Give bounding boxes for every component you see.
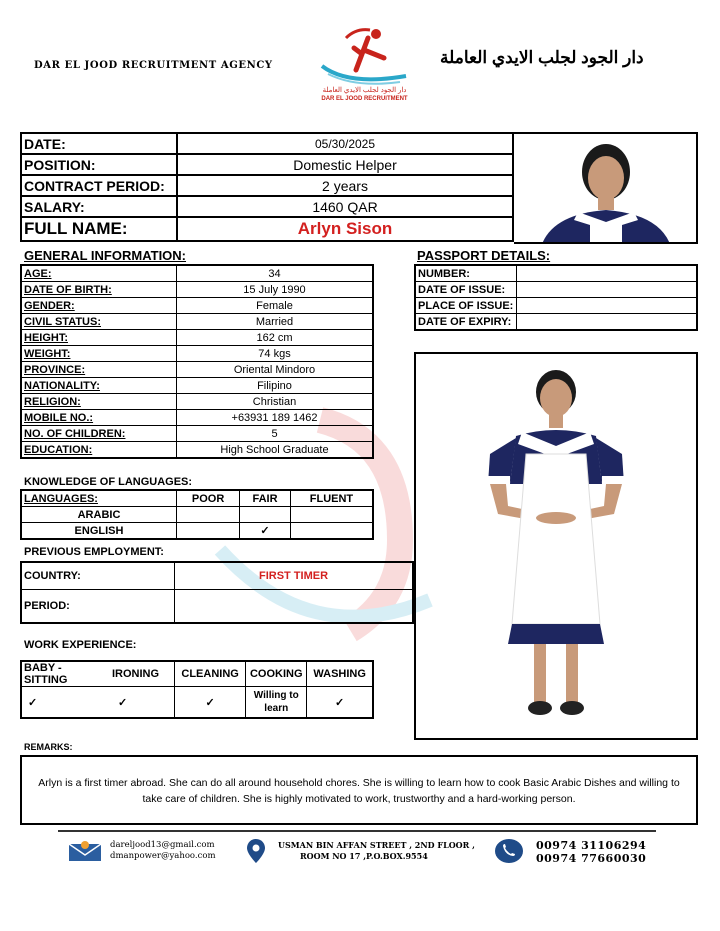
babysitting-header: BABY - SITTING <box>21 661 110 687</box>
phone-icon <box>494 838 524 864</box>
salary-value: 1460 QAR <box>177 196 513 217</box>
ironing-header: IRONING <box>110 661 175 687</box>
location-pin-icon <box>246 838 266 864</box>
country-value: FIRST TIMER <box>175 562 414 590</box>
general-label: NO. OF CHILDREN: <box>21 426 177 442</box>
washing-header: WASHING <box>307 661 373 687</box>
passport-value <box>517 282 698 298</box>
date-value: 05/30/2025 <box>177 133 513 154</box>
passport-row <box>415 314 697 331</box>
country-row <box>21 562 413 590</box>
general-value: 162 cm <box>177 330 374 346</box>
agency-logo <box>318 24 410 88</box>
general-label: NATIONALITY: <box>21 378 177 394</box>
general-row <box>21 442 373 459</box>
date-label: DATE: <box>21 133 177 154</box>
applicant-photo-full <box>414 352 698 740</box>
fullname-value: Arlyn Sison <box>177 217 513 241</box>
passport-label: NUMBER: <box>415 265 517 282</box>
footer-address-2: ROOM NO 17 ,P.O.BOX.9554 <box>300 851 428 861</box>
remarks-text: Arlyn is a first timer abroad. She can do all around household chores. She is willing to learn how to cook Basic Arabic Dishes and willing to take care of children. She is highly motivated to work, trustworthy and a hard-working person. <box>38 777 680 805</box>
header-details-table <box>20 132 514 242</box>
contract-row <box>21 175 513 196</box>
salary-label: SALARY: <box>21 196 177 217</box>
work-experience-table <box>20 660 374 719</box>
language-poor <box>177 523 240 540</box>
passport-row <box>415 298 697 314</box>
language-name: ARABIC <box>21 507 177 523</box>
language-fluent <box>290 507 373 523</box>
general-row <box>21 282 373 298</box>
footer-email-1: dareljood13@gmail.com <box>110 840 215 850</box>
applicant-photo-small <box>514 132 698 244</box>
position-row <box>21 154 513 175</box>
general-value: Married <box>177 314 374 330</box>
babysitting-value: ✓ <box>21 687 110 719</box>
footer-email-2: dmanpower@yahoo.com <box>110 851 216 861</box>
logo-arabic-text: دار الجود لجلب الايدي العاملة <box>322 87 407 94</box>
fluent-header: FLUENT <box>290 490 373 507</box>
general-value: 74 kgs <box>177 346 374 362</box>
passport-row <box>415 282 697 298</box>
washing-value: ✓ <box>307 687 373 719</box>
salary-row <box>21 196 513 217</box>
country-label: COUNTRY: <box>21 562 175 590</box>
passport-value <box>517 314 698 331</box>
previous-employment-table <box>20 561 414 624</box>
general-label: AGE: <box>21 265 177 282</box>
language-fair: ✓ <box>240 523 291 540</box>
work-header-row <box>21 661 373 687</box>
footer-divider <box>58 830 656 832</box>
work-experience-title: WORK EXPERIENCE: <box>24 639 137 651</box>
period-label: PERIOD: <box>21 590 175 624</box>
previous-employment-title: PREVIOUS EMPLOYMENT: <box>24 546 164 558</box>
general-value: 15 July 1990 <box>177 282 374 298</box>
period-value <box>175 590 414 624</box>
passport-value <box>517 298 698 314</box>
passport-details-title: PASSPORT DETAILS: <box>417 248 551 263</box>
poor-header: POOR <box>177 490 240 507</box>
general-label: CIVIL STATUS: <box>21 314 177 330</box>
passport-label: DATE OF ISSUE: <box>415 282 517 298</box>
footer-address-1: USMAN BIN AFFAN STREET , 2ND FLOOR , <box>278 840 475 850</box>
logo-english-text: DAR EL JOOD RECRUITMENT <box>321 96 408 102</box>
position-label: POSITION: <box>21 154 177 175</box>
languages-header: LANGUAGES: <box>21 490 177 507</box>
cleaning-value: ✓ <box>175 687 246 719</box>
general-label: MOBILE NO.: <box>21 410 177 426</box>
language-poor <box>177 507 240 523</box>
general-row <box>21 378 373 394</box>
language-fair <box>240 507 291 523</box>
remarks-title: REMARKS: <box>24 742 73 752</box>
remarks-box <box>20 755 698 825</box>
ironing-value: ✓ <box>110 687 175 719</box>
general-row <box>21 298 373 314</box>
footer-phone-2: 00974 77660030 <box>536 852 647 865</box>
cleaning-header: CLEANING <box>175 661 246 687</box>
languages-title: KNOWLEDGE OF LANGUAGES: <box>24 476 193 488</box>
general-label: WEIGHT: <box>21 346 177 362</box>
general-info-title: GENERAL INFORMATION: <box>24 248 187 263</box>
general-row <box>21 265 373 282</box>
general-row <box>21 410 373 426</box>
cooking-header: COOKING <box>246 661 307 687</box>
general-row <box>21 346 373 362</box>
contract-value: 2 years <box>177 175 513 196</box>
general-row <box>21 394 373 410</box>
language-fluent <box>290 523 373 540</box>
general-label: DATE OF BIRTH: <box>21 282 177 298</box>
general-value: Christian <box>177 394 374 410</box>
general-value: +63931 189 1462 <box>177 410 374 426</box>
fair-header: FAIR <box>240 490 291 507</box>
general-row <box>21 362 373 378</box>
general-label: PROVINCE: <box>21 362 177 378</box>
position-value: Domestic Helper <box>177 154 513 175</box>
languages-header-row <box>21 490 373 507</box>
general-value: High School Graduate <box>220 443 329 456</box>
language-row-arabic <box>21 507 373 523</box>
general-value: Female <box>177 298 374 314</box>
passport-label: PLACE OF ISSUE: <box>415 298 517 314</box>
portrait-illustration <box>514 134 694 244</box>
language-row-english <box>21 523 373 540</box>
general-label: EDUCATION: <box>21 442 177 459</box>
full-body-illustration <box>416 354 696 738</box>
contract-label: CONTRACT PERIOD: <box>21 175 177 196</box>
general-row <box>21 314 373 330</box>
date-row <box>21 133 513 154</box>
passport-label: DATE OF EXPIRY: <box>415 314 517 331</box>
languages-table <box>20 489 374 540</box>
cooking-value: Willing to learn <box>246 687 307 719</box>
general-label: GENDER: <box>21 298 177 314</box>
fullname-row <box>21 217 513 241</box>
general-value: Filipino <box>177 378 374 394</box>
passport-row <box>415 265 697 282</box>
general-label: RELIGION: <box>21 394 177 410</box>
general-value: 5 <box>177 426 374 442</box>
general-row <box>21 330 373 346</box>
language-name: ENGLISH <box>21 523 177 540</box>
general-value: Oriental Mindoro <box>177 362 374 378</box>
general-label: HEIGHT: <box>21 330 177 346</box>
email-icon <box>68 840 102 862</box>
general-info-table <box>20 264 374 459</box>
passport-value <box>517 265 698 282</box>
fullname-label: FULL NAME: <box>21 217 177 241</box>
general-row <box>21 426 373 442</box>
passport-details-table <box>414 264 698 331</box>
agency-arabic-name: دار الجود لجلب الايدي العاملة <box>440 48 644 67</box>
period-row <box>21 590 413 624</box>
agency-name: DAR EL JOOD RECRUITMENT AGENCY <box>34 60 273 71</box>
footer-phone-1: 00974 31106294 <box>536 839 647 852</box>
general-value: 34 <box>177 265 374 282</box>
work-values-row <box>21 687 373 719</box>
